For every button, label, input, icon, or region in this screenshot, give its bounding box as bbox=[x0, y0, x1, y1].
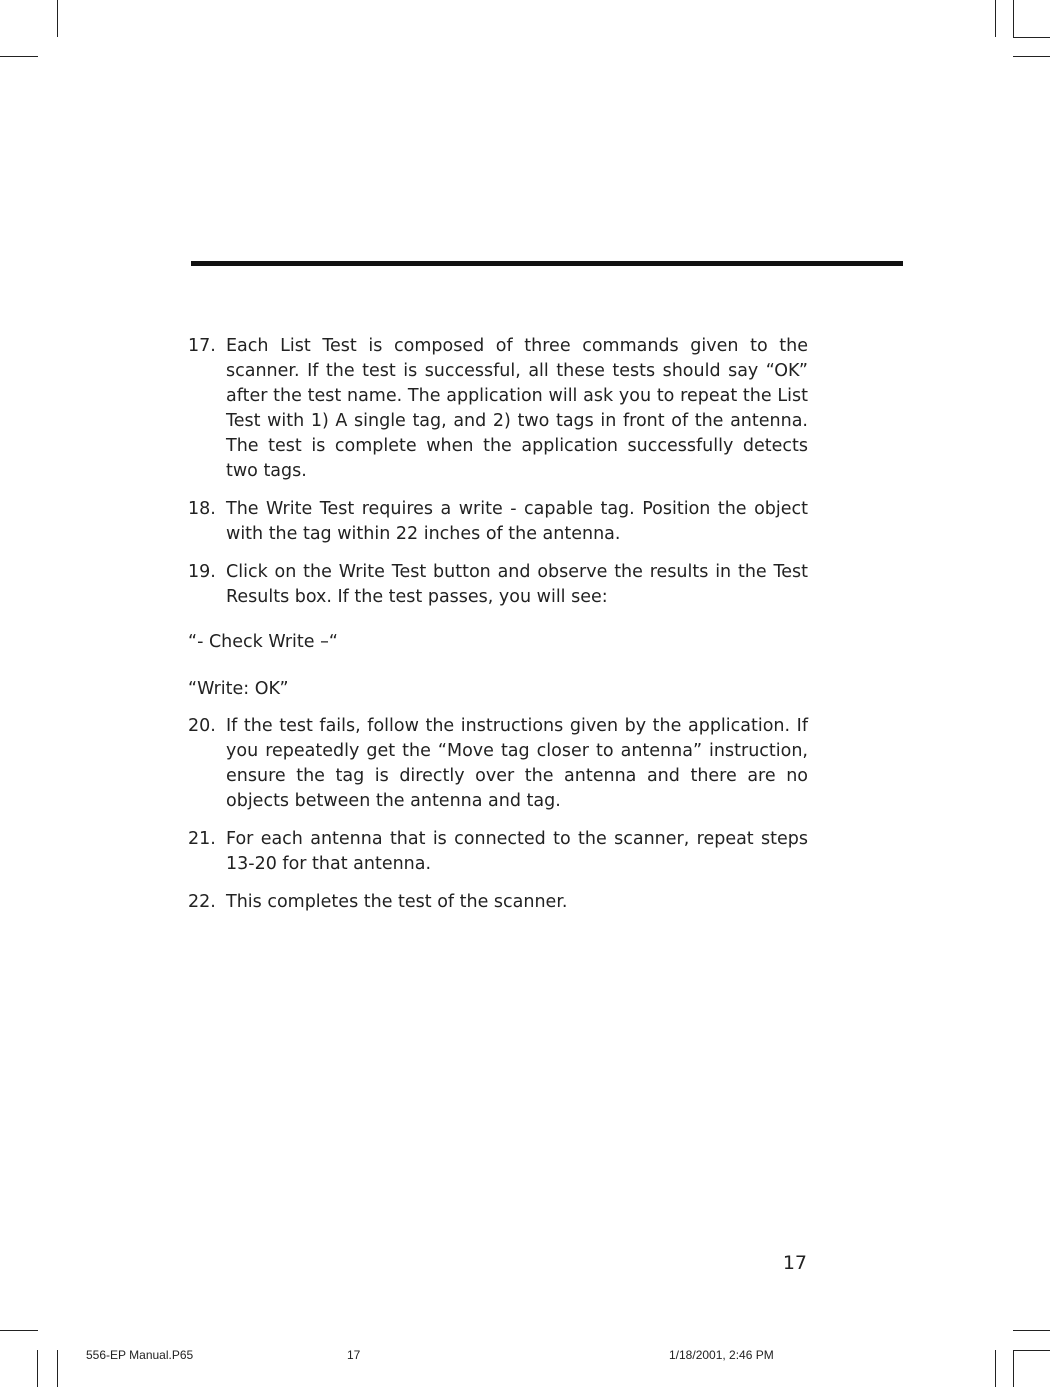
item-number: 21. bbox=[188, 829, 216, 849]
slug-page: 17 bbox=[347, 1348, 361, 1362]
item-text: For each antenna that is connected to the scanner, repeat steps 13-20 for that antenna. bbox=[226, 829, 808, 874]
item-number: 19. bbox=[188, 562, 216, 582]
item-text: This completes the test of the scanner. bbox=[226, 892, 568, 912]
list-item bbox=[188, 560, 808, 610]
list-item bbox=[188, 497, 808, 547]
crop-mark bbox=[57, 0, 58, 37]
crop-mark bbox=[1013, 37, 1050, 38]
slug-filename: 556-EP Manual.P65 bbox=[86, 1348, 194, 1362]
crop-mark bbox=[1013, 1330, 1050, 1331]
list-item bbox=[188, 334, 808, 484]
header-rule bbox=[191, 261, 903, 266]
item-text: Click on the Write Test button and observe the results in the Test Results box. If the test passes, you will see: bbox=[226, 562, 808, 607]
list-item bbox=[188, 714, 808, 814]
list-item bbox=[188, 890, 808, 915]
item-text: The Write Test requires a write - capable tag. Position the object with the tag within 22 inches of the antenna. bbox=[226, 499, 808, 544]
item-number: 17. bbox=[188, 336, 216, 356]
crop-mark bbox=[1013, 1350, 1014, 1387]
item-number: 22. bbox=[188, 892, 216, 912]
crop-mark bbox=[57, 1350, 58, 1387]
crop-mark bbox=[1013, 0, 1014, 37]
crop-mark bbox=[0, 56, 38, 57]
slug-datetime: 1/18/2001, 2:46 PM bbox=[669, 1348, 774, 1362]
item-number: 20. bbox=[188, 716, 216, 736]
page-content bbox=[188, 334, 808, 928]
item-text: If the test fails, follow the instructions given by the application. If you repeatedly get the “Move tag closer to antenna” instruction, ensure the tag is directly over the antenna and there are no objects between the antenna and tag. bbox=[226, 716, 808, 811]
item-number: 18. bbox=[188, 499, 216, 519]
crop-mark bbox=[995, 0, 996, 37]
result-quote: “Write: OK” bbox=[188, 679, 289, 699]
list-item bbox=[188, 827, 808, 877]
item-text: Each List Test is composed of three commands given to the scanner. If the test is successful, all these tests should say “OK” after the test name. The application will ask you to repeat the List Test with 1) A single tag, and 2) two tags in front of the antenna. The test is complete when the application successfully detects two tags. bbox=[226, 336, 808, 481]
crop-mark bbox=[995, 1350, 996, 1387]
crop-mark bbox=[0, 1330, 38, 1331]
crop-mark bbox=[37, 1350, 38, 1387]
result-quote: “- Check Write –“ bbox=[188, 632, 338, 652]
crop-mark bbox=[1013, 1350, 1050, 1351]
crop-mark bbox=[1013, 56, 1050, 57]
page-number: 17 bbox=[782, 1252, 807, 1274]
